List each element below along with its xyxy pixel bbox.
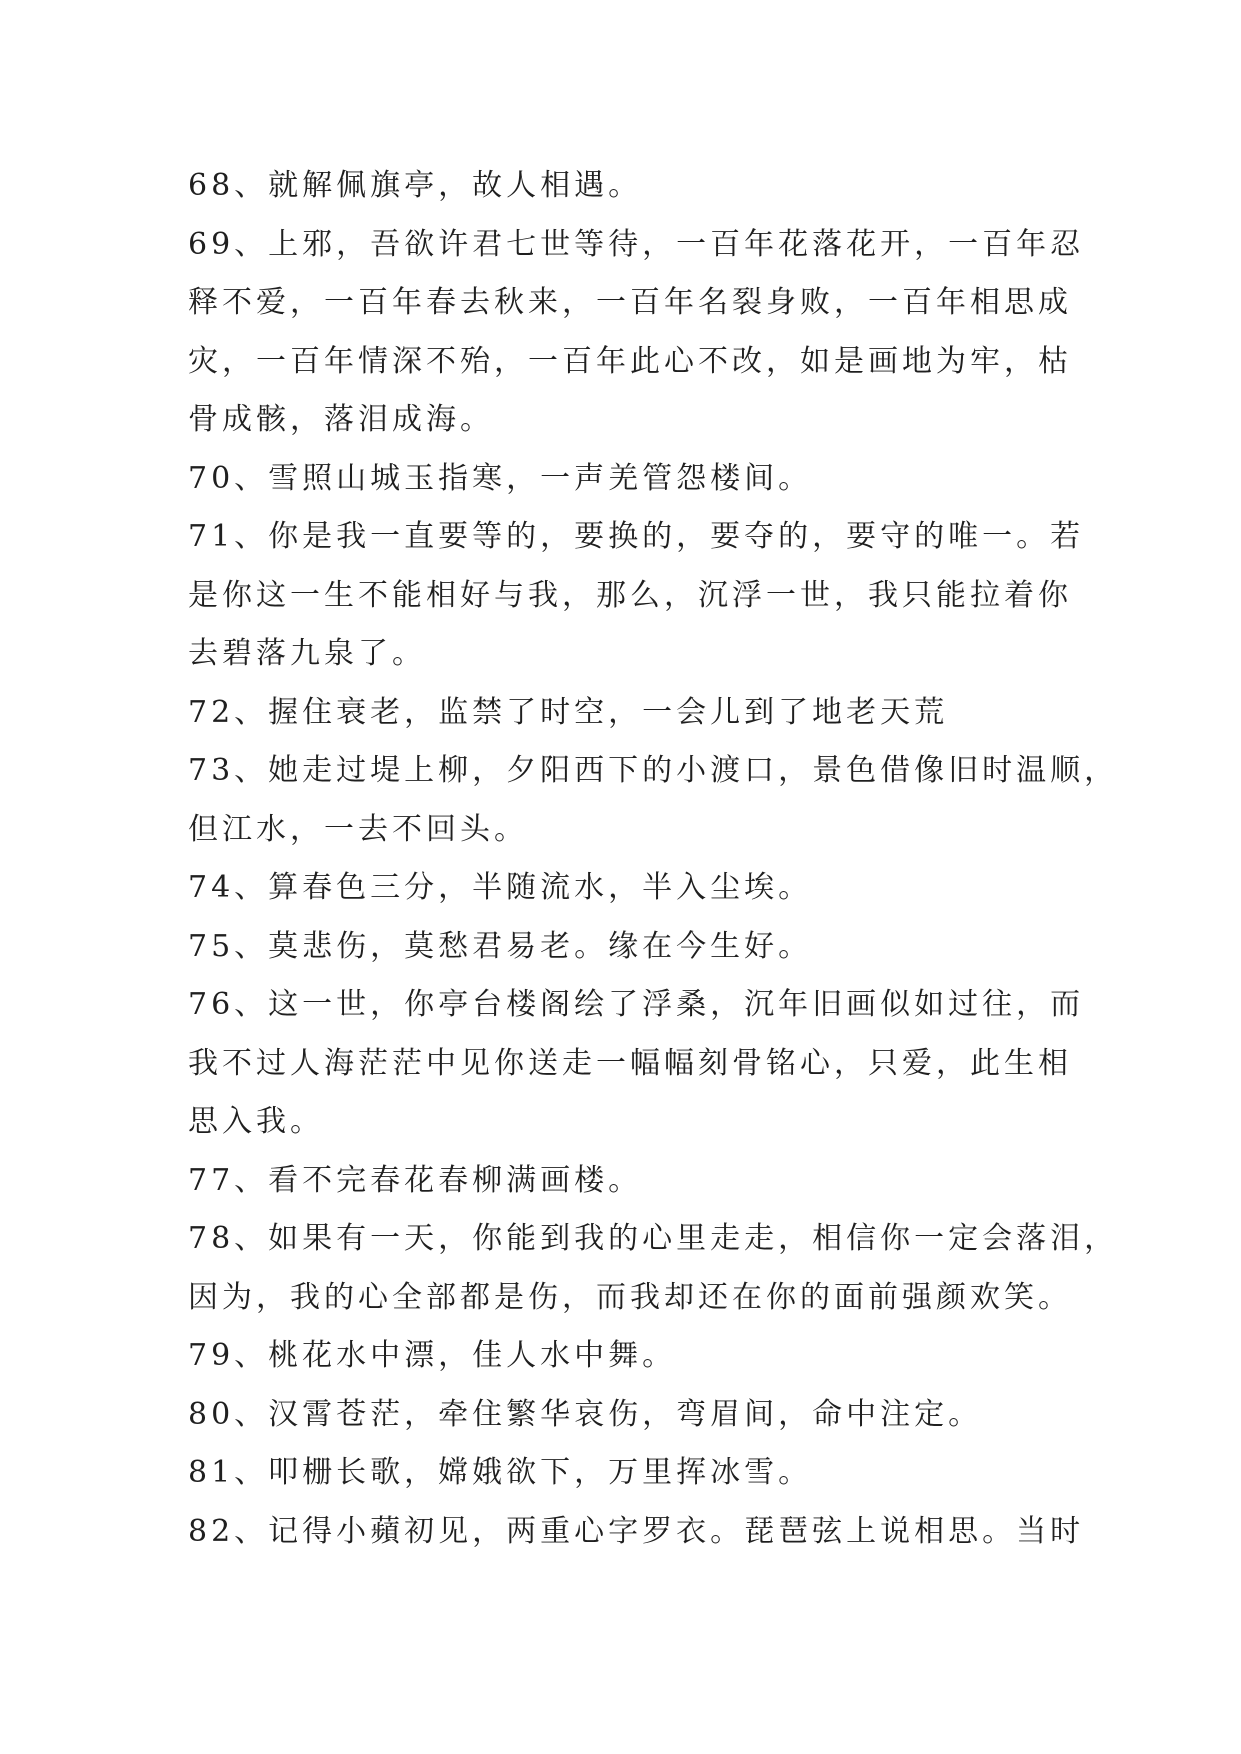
entry-76 <box>188 976 1085 1152</box>
entry-line: 76、这一世，你亭台楼阁绘了浮桑，沉年旧画似如过往，而 <box>188 987 1085 1022</box>
entry-68 <box>188 157 1068 216</box>
entry-line: 74、算春色三分，半随流水，半入尘埃。 <box>188 870 813 905</box>
entry-75 <box>188 918 1068 977</box>
entry-82 <box>188 1503 1085 1562</box>
entry-79 <box>188 1327 1068 1386</box>
entry-line: 77、看不完春花春柳满画楼。 <box>188 1162 643 1198</box>
entry-line: 73、她走过堤上柳，夕阳西下的小渡口，景色借像旧时温顺， <box>188 753 1119 788</box>
entry-line: 71、你是我一直要等的，要换的，要夺的，要守的唯一。若 <box>188 519 1085 554</box>
entry-line: 是你这一生不能相好与我，那么，沉浮一世，我只能拉着你 <box>188 577 1072 613</box>
entry-line: 81、叩栅长歌，嫦娥欲下，万里挥冰雪。 <box>188 1455 813 1490</box>
entry-72 <box>188 684 1068 743</box>
entry-line: 我不过人海茫茫中见你送走一幅幅刻骨铭心，只爱，此生相 <box>188 1045 1072 1081</box>
entry-69 <box>188 216 1085 450</box>
entry-line: 72、握住衰老，监禁了时空，一会儿到了地老天荒 <box>188 694 949 730</box>
entry-line: 思入我。 <box>188 1104 324 1139</box>
entry-73 <box>188 742 1119 859</box>
entry-line: 82、记得小蘋初见，两重心字罗衣。琵琶弦上说相思。当时 <box>188 1513 1085 1549</box>
entry-line: 骨成骸，落泪成海。 <box>188 402 494 437</box>
entry-line: 但江水，一去不回头。 <box>188 811 528 847</box>
entry-71 <box>188 508 1085 684</box>
entry-line: 释不爱，一百年春去秋来，一百年名裂身败，一百年相思成 <box>188 285 1072 320</box>
entry-line: 79、桃花水中漂，佳人水中舞。 <box>188 1338 677 1373</box>
entry-74 <box>188 859 1068 918</box>
entry-line: 灾，一百年情深不殆，一百年此心不改，如是画地为牢，枯 <box>188 343 1072 379</box>
entry-line: 去碧落九泉了。 <box>188 636 426 671</box>
entry-77 <box>188 1152 1068 1211</box>
entry-81 <box>188 1444 1068 1503</box>
entry-78 <box>188 1210 1119 1327</box>
entry-line: 80、汉霄苍茫，牵住繁华哀伤，弯眉间，命中注定。 <box>188 1396 983 1432</box>
entry-70 <box>188 450 1068 509</box>
entry-line: 70、雪照山城玉指寒，一声羌管怨楼间。 <box>188 460 813 496</box>
entry-line: 因为，我的心全部都是伤，而我却还在你的面前强颜欢笑。 <box>188 1279 1072 1315</box>
entry-line: 75、莫悲伤，莫愁君易老。缘在今生好。 <box>188 928 813 964</box>
entry-line: 68、就解佩旗亭，故人相遇。 <box>188 168 643 203</box>
entry-line: 69、上邪，吾欲许君七世等待，一百年花落花开，一百年忍 <box>188 226 1085 262</box>
entry-80 <box>188 1386 1068 1445</box>
entry-line: 78、如果有一天，你能到我的心里走走，相信你一定会落泪， <box>188 1221 1119 1256</box>
document-body <box>188 157 1119 1561</box>
